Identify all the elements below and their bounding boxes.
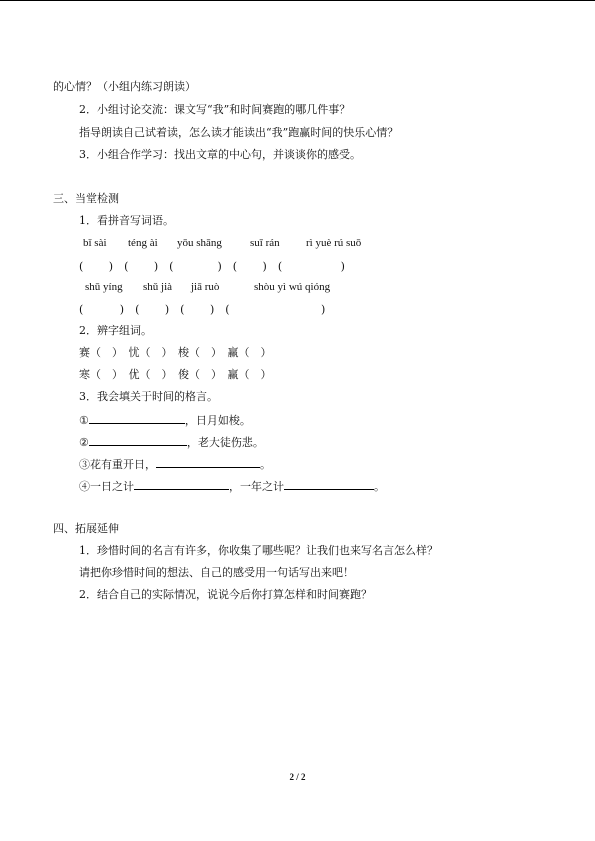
question: 1．珍惜时间的名言有许多，你收集了哪些呢？让我们也来写名言怎么样？ — [79, 544, 438, 557]
motto-1 — [79, 412, 251, 427]
motto-text: ③花有重开日， — [79, 458, 156, 471]
motto-mark: ① — [79, 414, 89, 427]
question: 1．看拼音写词语。 — [79, 214, 174, 227]
text-line: 的心情？（小组内练习朗读） — [53, 80, 196, 93]
motto-text: ④一日之计 — [79, 480, 134, 493]
motto-3 — [79, 456, 271, 471]
answer-brackets: ( ) ( ) ( ) ( ) — [79, 303, 326, 316]
section-heading: 三、当堂检测 — [53, 192, 119, 205]
fill-blank[interactable] — [89, 434, 187, 446]
page-number: 2 / 2 — [289, 772, 306, 782]
section-heading: 四、拓展延伸 — [53, 522, 119, 535]
char-row: 赛（ ） 忧（ ） 梭（ ） 赢（ ） — [79, 346, 272, 359]
text-line: 2．小组讨论交流：课文写“我”和时间赛跑的哪几件事？ — [79, 103, 351, 116]
motto-end: 。 — [374, 480, 385, 493]
pinyin: téng ài — [128, 237, 158, 249]
motto-mark: ② — [79, 436, 89, 449]
answer-brackets: ( ) ( ) ( ) ( ) ( ) — [79, 260, 345, 273]
question: 2．结合自己的实际情况，说说今后你打算怎样和时间赛跑？ — [79, 588, 372, 601]
motto-text: ，老大徒伤悲。 — [186, 436, 264, 449]
page-top-rule — [0, 0, 595, 1]
fill-blank[interactable] — [284, 478, 374, 490]
motto-text: ，一年之计 — [229, 480, 284, 493]
text-line: 指导朗读自己试着读，怎么读才能读出“我”跑赢时间的快乐心情？ — [79, 126, 399, 139]
pinyin: shū yíng — [85, 281, 123, 293]
question: 2．辨字组词。 — [79, 324, 152, 337]
text-line: 3．小组合作学习：找出文章的中心句，并谈谈你的感受。 — [79, 148, 361, 161]
motto-text: ，日月如梭。 — [184, 414, 251, 427]
motto-2 — [79, 434, 264, 449]
fill-blank[interactable] — [156, 456, 260, 468]
pinyin: bǐ sài — [83, 237, 107, 249]
pinyin: suī rán — [250, 237, 280, 249]
char-row: 寒（ ） 优（ ） 俊（ ） 赢（ ） — [79, 368, 272, 381]
question: 3．我会填关于时间的格言。 — [79, 390, 218, 403]
pinyin: shǔ jià — [143, 281, 173, 293]
fill-blank[interactable] — [134, 478, 229, 490]
text-line: 请把你珍惜时间的想法、自己的感受用一句话写出来吧！ — [79, 566, 354, 579]
motto-4 — [79, 478, 385, 493]
pinyin: jiā ruò — [191, 281, 220, 293]
motto-end: 。 — [260, 458, 271, 471]
pinyin: yōu shāng — [177, 237, 222, 249]
fill-blank[interactable] — [89, 412, 185, 424]
pinyin: shòu yì wú qióng — [254, 281, 331, 293]
pinyin: rì yuè rú suō — [306, 237, 362, 249]
